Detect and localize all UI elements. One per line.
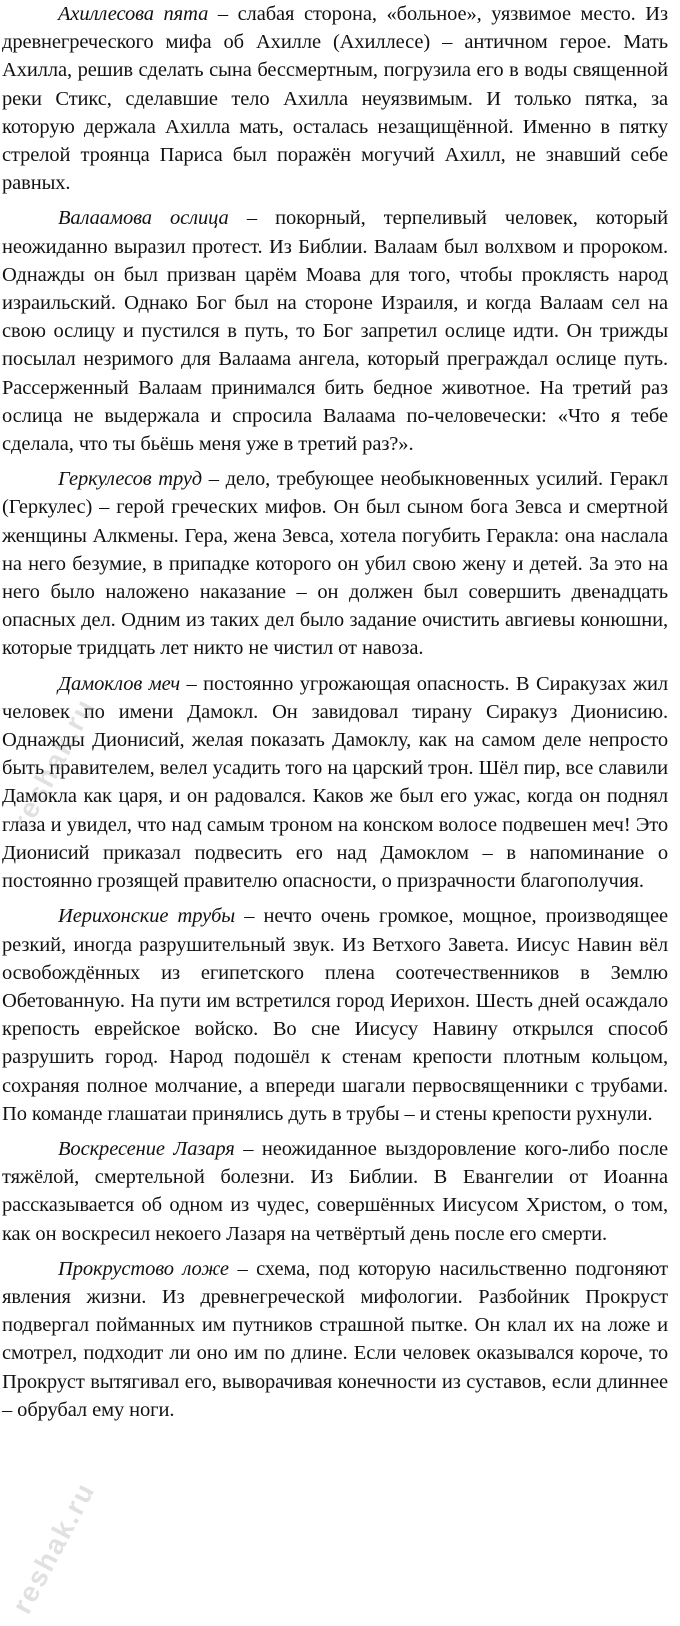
entry-term: Ахиллесова пята xyxy=(58,3,209,25)
entry-definition: – неожиданное выздоровление кого-либо после тяжёлой, смертельной болезни. Из Библии. В Евангелии от Иоанна рассказывается об одном из чудес, совершённых Иисусом Христом, о том, как он воскресил некоего Лазаря на четвёртый день после его смерти. xyxy=(2,1137,669,1245)
entry-definition: – слабая сторона, «больное», уязвимое место. Из древнегреческого мифа об Ахилле (Ахиллесе) – античном герое. Мать Ахилла, решив сделать сына бессмертным, погрузила его в воды священной реки Стикс, сделавшие тело Ахилла неуязвимым. И только пятка, за которую держала Ахилла мать, осталась незащищённой. Именно в пятку стрелой троянца Париса был поражён могучий Ахилл, не знавший себе равных. xyxy=(2,3,668,195)
entry-herculean-labor xyxy=(2,465,668,662)
entry-term: Иерихонские трубы xyxy=(58,905,236,928)
entry-term: Воскресение Лазаря xyxy=(58,1137,235,1160)
entry-definition: – нечто очень громкое, мощное, производящее резкий, иногда разрушительный звук. Из Ветхого Завета. Иисус Навин вёл освобождённых из египетского плена соотечественников в Землю Обетованную. На пути им встретился город Иерихон. Шесть дней осаждало крепость еврейское войско. Во сне Иисусу Навину открылся способ разрушить город. Народ подошёл к стенам крепости плотным кольцом, сохраняя полное молчание, а впереди шагали первосвященники с трубами. По команде глашатаи принялись дуть в трубы – и стены крепости рухнули. xyxy=(2,905,668,1125)
entry-term: Геркулесов труд xyxy=(58,468,203,491)
entry-achilles-heel xyxy=(2,0,668,197)
entry-definition: – схема, под которую насильственно подгоняют явления жизни. Из древнегреческой мифологии. Разбойник Прокруст подвергал пойманных им путников страшной пытке. Он клал их на ложе и смотрел, подходит ли оно им по длине. Если человек оказывался короче, то Прокруст вытягивал его, выворачивая конечности из суставов, если длиннее – обрубал ему ноги. xyxy=(2,1257,668,1421)
entry-balaam-donkey xyxy=(2,204,668,458)
entry-lazarus-resurrection xyxy=(2,1135,668,1248)
watermark-logo: reshak.ru xyxy=(6,692,102,835)
entry-definition: – дело, требующее необыкновенных усилий. Геракл (Геркулес) – герой греческих мифов. Он был сыном бога Зевса и смертной женщины Алкмены. Гера, жена Зевса, хотела погубить Геракла: она наслала на него безумие, в припадке которого он убил свою жену и детей. За это на него было наложено наказание – он должен был совершить двенадцать опасных дел. Одним из таких дел было задание очистить авгиевы конюшни, которые тридцать лет никто не чистил от навоза. xyxy=(2,468,668,660)
entry-term: Валаамова ослица xyxy=(58,207,229,230)
entry-term: Дамоклов меч xyxy=(58,672,181,695)
entry-definition: – покорный, терпеливый человек, который неожиданно выразил протест. Из Библии. Валаам был волхвом и пророком. Однажды он был призван царём Моава для того, чтобы проклясть народ израильский. Однако Бог был на стороне Израиля, и когда Валаам сел на свою ослицу и пустился в путь, то Бог запретил ослице идти. Он трижды посылал незримого для Валаама ангела, который преграждал ослице путь. Рассерженный Валаам принимался бить бедное животное. На третий раз ослица не выдержала и спросила Валаама по-человечески: «Что я тебе сделала, что ты бьёшь меня уже в третий раз?». xyxy=(2,207,668,456)
entry-damocles-sword xyxy=(2,670,668,896)
entry-term: Прокрустово ложе xyxy=(58,1257,229,1280)
entry-definition: – постоянно угрожающая опасность. В Сиракузах жил человек по имени Дамокл. Он завидовал тирану Сиракуз Дионисию. Однажды Дионисий, желая показать Дамоклу, как на самом деле непросто быть правителем, велел усадить того на царский трон. Шёл пир, все славили Дамокла как царя, и он радовался. Каков же был его ужас, когда он поднял глаза и увидел, что над самым троном на конском волосе подвешен меч! Это Дионисий приказал подвесить его над Дамоклом – в напоминание о постоянно грозящей правителю опасности, о призрачности благополучия. xyxy=(2,672,668,893)
watermark-logo: reshak.ru xyxy=(6,1476,102,1619)
entry-procrustean-bed xyxy=(2,1255,668,1424)
entry-jericho-trumpets xyxy=(2,902,668,1128)
